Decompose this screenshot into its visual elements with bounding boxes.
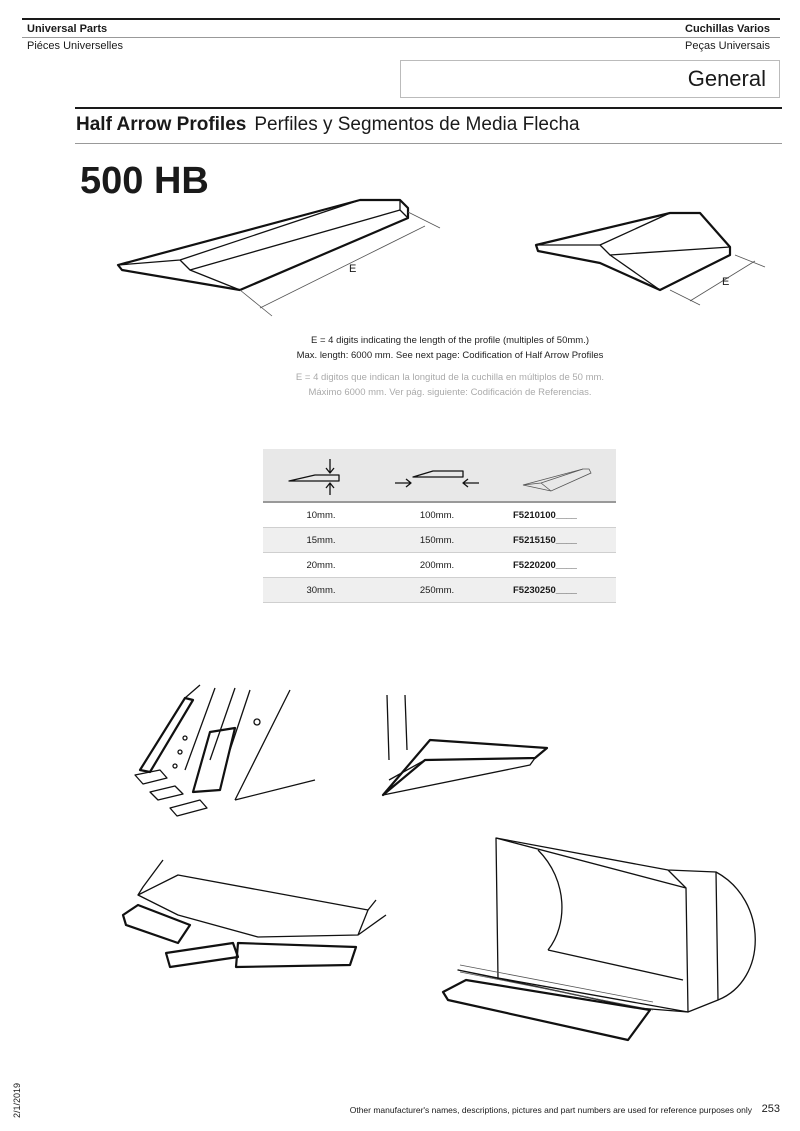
table-row [263,503,616,528]
title-main: Half Arrow Profiles [76,114,247,135]
segments-illustration [118,855,388,980]
code-cell: F5220200____ [513,559,577,571]
blade-edge-illustration [375,690,560,805]
description-en-line2: Max. length: 6000 mm. See next page: Codification of Half Arrow Profiles [296,350,604,361]
page-title [76,114,580,136]
profile-table [263,449,616,603]
code-cell: F5230250____ [513,584,577,596]
bucket-illustration [438,830,758,1060]
width-icon [393,463,483,493]
table-header [263,449,616,503]
code-cell: F5210100____ [513,509,577,521]
header-category-pt: Peças Universais [685,40,770,52]
header-divider [22,37,780,38]
title-sub: Perfiles y Segmentos de Media Flecha [254,114,580,135]
title-rule [75,107,782,109]
bucket-teeth-illustration [125,680,315,830]
description-es [200,370,700,400]
description-en-line1: E = 4 digits indicating the length of the profile (multiples of 50mm.) [310,335,590,346]
thickness-cell: 30mm. [306,584,336,596]
table-row [263,553,616,578]
page-number: 253 [761,1103,780,1115]
width-cell: 150mm. [419,534,455,546]
half-arrow-profile-short-drawing [530,205,770,305]
description-es-line1: E = 4 digitos que indican la longitud de la cuchilla en múltiplos de 50 mm. [295,372,605,383]
thickness-cell: 15mm. [306,534,336,546]
table-row [263,528,616,553]
footer-disclaimer: Other manufacturer's names, descriptions, pictures and part numbers are used for reference purposes only [349,1105,752,1115]
description-en [200,333,700,363]
half-arrow-profile-long-drawing [110,190,450,320]
dimension-label-right: E [722,276,730,288]
table-row [263,578,616,603]
thickness-icon [285,457,345,497]
description-es-line2: Máximo 6000 mm. Ver pág. siguiente: Codificación de Referencias. [308,387,592,398]
profile-icon [521,463,601,493]
title-underline [75,143,782,144]
section-title: General [687,66,766,91]
header-category-es: Cuchillas Varios [685,23,770,35]
width-cell: 200mm. [419,559,455,571]
print-date: 2/1/2019 [12,1082,22,1118]
table-body [263,503,616,603]
width-cell: 250mm. [419,584,455,596]
header-category-en: Universal Parts [27,23,108,35]
code-cell: F5215150____ [513,534,577,546]
thickness-cell: 20mm. [306,559,336,571]
material-grade: 500 HB [80,160,209,202]
header-category-fr: Piéces Universelles [27,40,123,52]
width-cell: 100mm. [419,509,455,521]
dimension-label-left: E [349,263,357,275]
thickness-cell: 10mm. [306,509,336,521]
top-rule [22,18,780,20]
